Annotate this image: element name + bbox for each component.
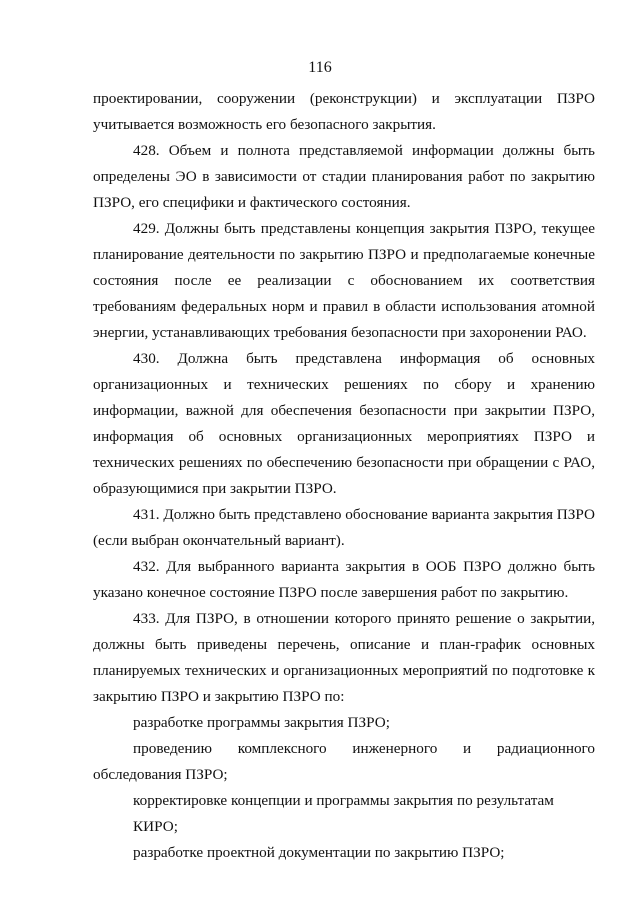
- list-item: разработке проектной документации по закрытию ПЗРО;: [133, 844, 505, 861]
- paragraph-429: 429. Должны быть представлены концепция закрытия ПЗРО, текущее планирование деятельности по закрытию ПЗРО и предполагаемые конечные состояния после ее реализации с обоснованием их соответствия требованиям федеральных норм и правил в области использования атомной энергии, устанавливающих требования безопасности при захоронении РАО.: [93, 220, 595, 341]
- list-item: разработке программы закрытия ПЗРО;: [133, 714, 390, 731]
- paragraph-continuation: проектировании, сооружении (реконструкции) и эксплуатации ПЗРО учитывается возможность его безопасного закрытия.: [93, 90, 595, 133]
- page-number: 116: [308, 59, 332, 76]
- document-body: [93, 86, 595, 866]
- paragraph-428: 428. Объем и полнота представляемой информации должны быть определены ЭО в зависимости от стадии планирования работ по закрытию ПЗРО, его специфики и фактического состояния.: [93, 142, 595, 211]
- list-item: проведению комплексного инженерного и радиационного обследования ПЗРО;: [93, 740, 595, 783]
- list-item: корректировке концепции и программы закрытия по результатам КИРО;: [133, 792, 554, 835]
- paragraph-432: 432. Для выбранного варианта закрытия в ООБ ПЗРО должно быть указано конечное состояние ПЗРО после завершения работ по закрытию.: [93, 558, 595, 601]
- paragraph-433: 433. Для ПЗРО, в отношении которого принято решение о закрытии, должны быть приведены перечень, описание и план-график основных планируемых технических и организационных мероприятий по подготовке к закрытию ПЗРО и закрытию ПЗРО по:: [93, 610, 595, 705]
- paragraph-431: 431. Должно быть представлено обоснование варианта закрытия ПЗРО (если выбран окончательный вариант).: [93, 506, 595, 549]
- paragraph-430: 430. Должна быть представлена информация об основных организационных и технических решениях по сбору и хранению информации, важной для обеспечения безопасности при закрытии ПЗРО, информация об основных организационных мероприятиях ПЗРО и технических решениях по обеспечению безопасности при обращении с РАО, образующимися при закрытии ПЗРО.: [93, 350, 595, 497]
